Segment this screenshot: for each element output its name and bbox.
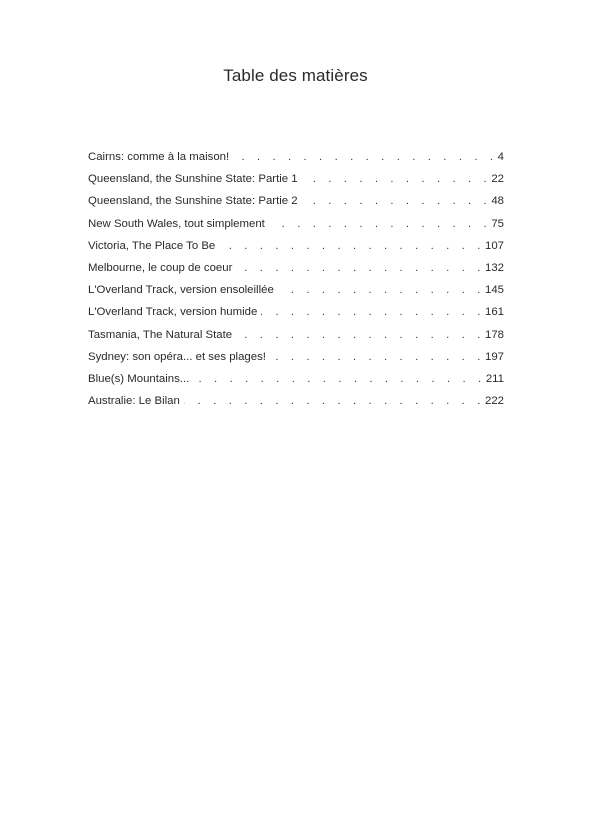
- toc-entry-label: Tasmania, The Natural State: [88, 328, 233, 341]
- toc-entry[interactable]: [88, 257, 504, 279]
- toc-dot-leader: [233, 146, 497, 168]
- toc-entry-label: Queensland, the Sunshine State: Partie 1: [88, 173, 298, 186]
- toc-page-number: 145: [484, 284, 504, 297]
- toc-dot-leader: [193, 368, 486, 390]
- toc-page-number: 4: [497, 151, 504, 163]
- toc-dot-leader: [302, 190, 492, 212]
- toc-entry[interactable]: [88, 235, 504, 257]
- toc-entry[interactable]: [88, 213, 504, 235]
- toc-entry[interactable]: [88, 346, 504, 368]
- table-of-contents: [88, 146, 504, 412]
- toc-page-number: 197: [484, 350, 504, 363]
- toc-dot-leader: [302, 168, 492, 190]
- toc-dot-leader: [236, 257, 485, 279]
- toc-page-number: 161: [484, 306, 504, 319]
- toc-entry-label: Victoria, The Place To Be: [88, 239, 216, 252]
- toc-page-number: 211: [485, 372, 504, 385]
- toc-entry-label: Queensland, the Sunshine State: Partie 2: [88, 195, 298, 208]
- toc-dot-leader: [236, 324, 485, 346]
- toc-page-number: 48: [491, 195, 504, 208]
- toc-dot-leader: [269, 213, 491, 235]
- toc-entry[interactable]: [88, 368, 504, 390]
- toc-entry-label: Melbourne, le coup de coeur: [88, 261, 233, 274]
- toc-entry[interactable]: [88, 168, 504, 190]
- toc-page-number: 178: [484, 328, 504, 341]
- toc-entry[interactable]: [88, 146, 504, 168]
- toc-entry-label: New South Wales, tout simplement: [88, 217, 265, 230]
- toc-dot-leader: [184, 390, 485, 412]
- toc-entry[interactable]: [88, 324, 504, 346]
- toc-page-number: 107: [484, 239, 504, 252]
- toc-entry-label: Cairns: comme à la maison!: [88, 151, 230, 163]
- toc-entry[interactable]: [88, 390, 504, 412]
- toc-entry[interactable]: [88, 301, 504, 323]
- toc-page-number: 75: [491, 217, 504, 230]
- toc-dot-leader: [270, 346, 485, 368]
- toc-page-number: 222: [484, 395, 504, 408]
- toc-page-number: 132: [484, 261, 504, 274]
- toc-entry-label: Sydney: son opéra... et ses plages!: [88, 350, 266, 363]
- toc-entry[interactable]: [88, 190, 504, 212]
- toc-entry-label: Australie: Le Bilan: [88, 395, 180, 408]
- toc-entry-label: L'Overland Track, version ensoleillée: [88, 284, 274, 297]
- toc-page-number: 22: [491, 173, 504, 186]
- toc-dot-leader: [278, 279, 485, 301]
- page-title: Table des matières: [223, 66, 368, 85]
- toc-entry-label: Blue(s) Mountains...: [88, 372, 190, 385]
- toc-entry-label: L'Overland Track, version humide: [88, 306, 258, 319]
- toc-entry[interactable]: [88, 279, 504, 301]
- toc-dot-leader: [219, 235, 485, 257]
- toc-dot-leader: [261, 301, 485, 323]
